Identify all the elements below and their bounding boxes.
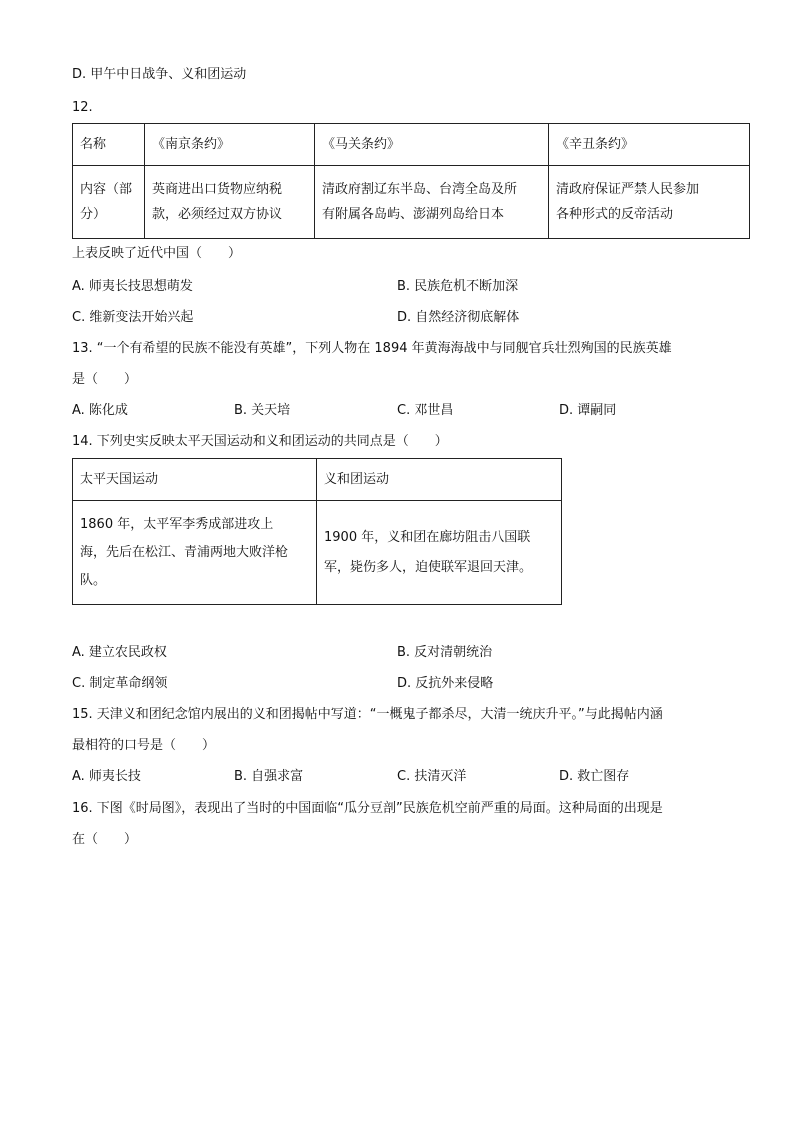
cell-line: 队。 — [80, 572, 107, 588]
q15-option-d: D. 救亡图存 — [559, 769, 630, 784]
q11-option-d: D. 甲午中日战争、义和团运动 — [72, 67, 247, 82]
cell-line: 各种形式的反帝活动 — [556, 207, 674, 222]
q14-option-b: B. 反对清朝统治 — [397, 645, 493, 660]
cell-line: 清政府保证严禁人民参加 — [556, 182, 700, 197]
cell-line: 1900 年，义和团在廊坊阻击八国联 — [324, 529, 531, 545]
q12-option-a: A. 师夷长技思想萌发 — [72, 279, 193, 294]
header-name: 名称 — [73, 124, 145, 166]
q15-option-b: B. 自强求富 — [234, 769, 304, 784]
table-row — [73, 166, 750, 239]
q13-option-d: D. 谭嗣同 — [559, 403, 617, 418]
q12-option-c: C. 维新变法开始兴起 — [72, 310, 194, 325]
q12-treaty-table — [72, 123, 750, 239]
table-header-row — [73, 459, 562, 501]
row-label-line: 内容（部 — [80, 182, 133, 197]
q14-option-d: D. 反抗外来侵略 — [397, 676, 494, 691]
header-taiping: 太平天国运动 — [73, 459, 317, 501]
q12-option-d: D. 自然经济彻底解体 — [397, 310, 520, 325]
q14-stem: 14. 下列史实反映太平天国运动和义和团运动的共同点是（ ） — [72, 434, 448, 449]
row-label-line: 分） — [80, 207, 107, 222]
cell-xinchou — [549, 166, 750, 239]
q12-number: 12. — [72, 100, 93, 115]
cell-line: 清政府割辽东半岛、台湾全岛及所 — [322, 182, 518, 197]
row-label — [73, 166, 145, 239]
cell-line: 1860 年，太平军李秀成部进攻上 — [80, 516, 274, 532]
q15-option-c: C. 扶清灭洋 — [397, 769, 467, 784]
cell-line: 款，必须经过双方协议 — [152, 207, 283, 222]
q13-stem-line1: 13. “一个有希望的民族不能没有英雄”，下列人物在 1894 年黄海海战中与同舰官兵壮烈殉国的民族英雄 — [72, 341, 672, 356]
cell-line: 英商进出口货物应纳税 — [152, 182, 283, 197]
q15-option-a: A. 师夷长技 — [72, 769, 141, 784]
header-maguan: 《马关条约》 — [315, 124, 549, 166]
cell-line: 海，先后在松江、青浦两地大败洋枪 — [80, 544, 289, 560]
q15-stem-line2: 最相符的口号是（ ） — [72, 738, 216, 753]
cell-yihetuan — [317, 501, 562, 605]
q16-stem-line1: 16. 下图《时局图》，表现出了当时的中国面临“瓜分豆剖”民族危机空前严重的局面。这种局面的出现是 — [72, 801, 663, 816]
q15-stem-line1: 15. 天津义和团纪念馆内展出的义和团揭帖中写道：“一概鬼子都杀尽，大清一统庆升平。”与此揭帖内涵 — [72, 707, 663, 722]
q14-option-c: C. 制定革命纲领 — [72, 676, 168, 691]
cell-nanjing — [145, 166, 315, 239]
cell-taiping — [73, 501, 317, 605]
q13-option-c: C. 邓世昌 — [397, 403, 454, 418]
q13-option-a: A. 陈化成 — [72, 403, 128, 418]
q13-option-b: B. 关天培 — [234, 403, 291, 418]
q12-stem: 上表反映了近代中国（ ） — [72, 246, 242, 261]
cell-maguan — [315, 166, 549, 239]
header-yihetuan: 义和团运动 — [317, 459, 562, 501]
q14-comparison-table — [72, 458, 562, 605]
table-header-row — [73, 124, 750, 166]
header-nanjing: 《南京条约》 — [145, 124, 315, 166]
q16-stem-line2: 在（ ） — [72, 832, 138, 847]
q12-option-b: B. 民族危机不断加深 — [397, 279, 519, 294]
header-xinchou: 《辛丑条约》 — [549, 124, 750, 166]
q14-option-a: A. 建立农民政权 — [72, 645, 167, 660]
cell-line: 有附属各岛屿、澎湖列岛给日本 — [322, 207, 505, 222]
table-row — [73, 501, 562, 605]
cell-line: 军，毙伤多人，迫使联军退回天津。 — [324, 559, 533, 575]
q13-stem-line2: 是（ ） — [72, 372, 138, 387]
